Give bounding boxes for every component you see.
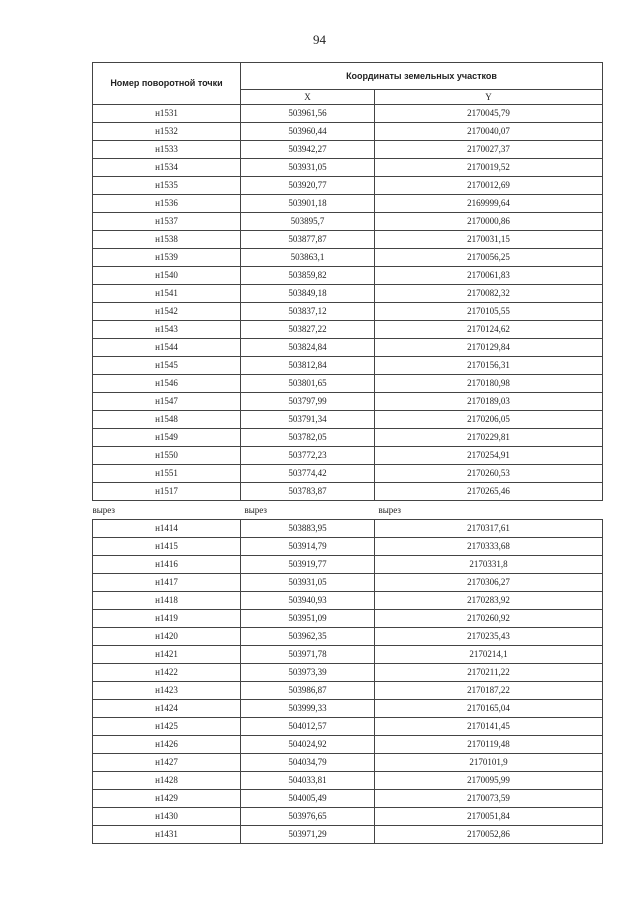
cell-point-name: н1429 bbox=[93, 790, 241, 808]
cell-point-name: н1422 bbox=[93, 664, 241, 682]
cell-x: 504024,92 bbox=[241, 736, 375, 754]
cell-y: 2170101,9 bbox=[375, 754, 603, 772]
cell-x: 503914,79 bbox=[241, 538, 375, 556]
cell-x: 503774,42 bbox=[241, 465, 375, 483]
cell-point-name: н1418 bbox=[93, 592, 241, 610]
table-row bbox=[93, 826, 603, 844]
cell-x: 503883,95 bbox=[241, 520, 375, 538]
cell-point-name: н1551 bbox=[93, 465, 241, 483]
cell-x: 503801,65 bbox=[241, 375, 375, 393]
cell-x: 504012,57 bbox=[241, 718, 375, 736]
cell-y: 2170214,1 bbox=[375, 646, 603, 664]
cell-point-name: н1541 bbox=[93, 285, 241, 303]
table-row bbox=[93, 393, 603, 411]
table-row bbox=[93, 177, 603, 195]
table-row bbox=[93, 628, 603, 646]
table-row bbox=[93, 736, 603, 754]
cell-point-name: н1544 bbox=[93, 339, 241, 357]
cell-point-name: н1421 bbox=[93, 646, 241, 664]
cell-x: 503961,56 bbox=[241, 105, 375, 123]
table-row bbox=[93, 285, 603, 303]
cell-x: 503827,22 bbox=[241, 321, 375, 339]
cell-x: 503931,05 bbox=[241, 574, 375, 592]
cell-point-name: н1414 bbox=[93, 520, 241, 538]
cell-y: 2170187,22 bbox=[375, 682, 603, 700]
cell-y: 2170129,84 bbox=[375, 339, 603, 357]
table-row bbox=[93, 646, 603, 664]
cell-point-name: н1548 bbox=[93, 411, 241, 429]
table-row bbox=[93, 592, 603, 610]
cell-x: 503960,44 bbox=[241, 123, 375, 141]
cell-y: 2170040,07 bbox=[375, 123, 603, 141]
table-row bbox=[93, 664, 603, 682]
table-row bbox=[93, 105, 603, 123]
cell-x: 503895,7 bbox=[241, 213, 375, 231]
coordinates-table bbox=[92, 62, 603, 844]
cell-y: 2170095,99 bbox=[375, 772, 603, 790]
cell-x: 504005,49 bbox=[241, 790, 375, 808]
cell-x: 503962,35 bbox=[241, 628, 375, 646]
header-x: X bbox=[241, 90, 375, 105]
cell-y: 2170027,37 bbox=[375, 141, 603, 159]
cell-x: 503931,05 bbox=[241, 159, 375, 177]
cell-x: 503920,77 bbox=[241, 177, 375, 195]
cell-x: 503971,78 bbox=[241, 646, 375, 664]
table-row bbox=[93, 520, 603, 538]
cell-point-name: н1550 bbox=[93, 447, 241, 465]
table-row bbox=[93, 159, 603, 177]
cell-y: 2170124,62 bbox=[375, 321, 603, 339]
cell-point-name: н1425 bbox=[93, 718, 241, 736]
cell-point-name: н1543 bbox=[93, 321, 241, 339]
cell-point-name: н1424 bbox=[93, 700, 241, 718]
section-1-body bbox=[93, 105, 603, 501]
cell-x: 504033,81 bbox=[241, 772, 375, 790]
cell-point-name: н1416 bbox=[93, 556, 241, 574]
cell-y: 2170012,69 bbox=[375, 177, 603, 195]
cell-x: 503940,93 bbox=[241, 592, 375, 610]
cell-point-name: н1536 bbox=[93, 195, 241, 213]
cell-x: 503782,05 bbox=[241, 429, 375, 447]
cell-y: 2169999,64 bbox=[375, 195, 603, 213]
cell-y: 2170141,45 bbox=[375, 718, 603, 736]
cell-point-name: н1517 bbox=[93, 483, 241, 501]
cut-label-name: вырез bbox=[92, 504, 115, 515]
table-row bbox=[93, 411, 603, 429]
cell-point-name: н1542 bbox=[93, 303, 241, 321]
cell-y: 2170045,79 bbox=[375, 105, 603, 123]
cell-point-name: н1532 bbox=[93, 123, 241, 141]
cell-point-name: н1531 bbox=[93, 105, 241, 123]
cell-x: 503971,29 bbox=[241, 826, 375, 844]
cell-point-name: н1428 bbox=[93, 772, 241, 790]
cell-y: 2170165,04 bbox=[375, 700, 603, 718]
cell-point-name: н1540 bbox=[93, 267, 241, 285]
cell-y: 2170254,91 bbox=[375, 447, 603, 465]
cell-point-name: н1547 bbox=[93, 393, 241, 411]
cell-y: 2170082,32 bbox=[375, 285, 603, 303]
cell-y: 2170051,84 bbox=[375, 808, 603, 826]
cut-separator bbox=[93, 501, 603, 520]
cell-x: 503797,99 bbox=[241, 393, 375, 411]
cell-point-name: н1545 bbox=[93, 357, 241, 375]
cell-x: 503849,18 bbox=[241, 285, 375, 303]
cell-point-name: н1539 bbox=[93, 249, 241, 267]
cell-y: 2170156,31 bbox=[375, 357, 603, 375]
cell-y: 2170283,92 bbox=[375, 592, 603, 610]
table-row bbox=[93, 538, 603, 556]
cell-point-name: н1420 bbox=[93, 628, 241, 646]
cell-point-name: н1537 bbox=[93, 213, 241, 231]
cut-label-y: вырез bbox=[378, 504, 401, 515]
cell-x: 503863,1 bbox=[241, 249, 375, 267]
cell-y: 2170180,98 bbox=[375, 375, 603, 393]
cell-y: 2170306,27 bbox=[375, 574, 603, 592]
cell-y: 2170000,86 bbox=[375, 213, 603, 231]
table-row bbox=[93, 772, 603, 790]
cell-x: 503986,87 bbox=[241, 682, 375, 700]
table-row bbox=[93, 808, 603, 826]
cell-point-name: н1549 bbox=[93, 429, 241, 447]
cut-row bbox=[93, 501, 603, 520]
cell-x: 503812,84 bbox=[241, 357, 375, 375]
cell-x: 503791,34 bbox=[241, 411, 375, 429]
cell-y: 2170031,15 bbox=[375, 231, 603, 249]
cell-point-name: н1534 bbox=[93, 159, 241, 177]
cut-label-x: вырез bbox=[244, 504, 267, 515]
table-row bbox=[93, 574, 603, 592]
cell-y: 2170189,03 bbox=[375, 393, 603, 411]
cell-x: 503999,33 bbox=[241, 700, 375, 718]
cell-x: 503877,87 bbox=[241, 231, 375, 249]
cell-y: 2170229,81 bbox=[375, 429, 603, 447]
cell-y: 2170331,8 bbox=[375, 556, 603, 574]
cell-y: 2170317,61 bbox=[375, 520, 603, 538]
page-number: 94 bbox=[313, 32, 326, 47]
cell-point-name: н1431 bbox=[93, 826, 241, 844]
table-row bbox=[93, 213, 603, 231]
cell-point-name: н1427 bbox=[93, 754, 241, 772]
cell-point-name: н1546 bbox=[93, 375, 241, 393]
header-point-name: Номер поворотной точки bbox=[93, 63, 241, 105]
table-row bbox=[93, 267, 603, 285]
table-row bbox=[93, 556, 603, 574]
cell-point-name: н1423 bbox=[93, 682, 241, 700]
cell-x: 504034,79 bbox=[241, 754, 375, 772]
table-row bbox=[93, 483, 603, 501]
cell-x: 503976,65 bbox=[241, 808, 375, 826]
section-2-body bbox=[93, 520, 603, 844]
table-row bbox=[93, 303, 603, 321]
cell-point-name: н1533 bbox=[93, 141, 241, 159]
cell-y: 2170105,55 bbox=[375, 303, 603, 321]
cell-x: 503951,09 bbox=[241, 610, 375, 628]
cell-x: 503824,84 bbox=[241, 339, 375, 357]
table-row bbox=[93, 465, 603, 483]
cell-x: 503859,82 bbox=[241, 267, 375, 285]
table-row bbox=[93, 718, 603, 736]
cell-y: 2170265,46 bbox=[375, 483, 603, 501]
cell-x: 503973,39 bbox=[241, 664, 375, 682]
cell-point-name: н1430 bbox=[93, 808, 241, 826]
cell-x: 503901,18 bbox=[241, 195, 375, 213]
table-row bbox=[93, 700, 603, 718]
cell-y: 2170019,52 bbox=[375, 159, 603, 177]
cell-point-name: н1426 bbox=[93, 736, 241, 754]
cell-point-name: н1417 bbox=[93, 574, 241, 592]
header-y: Y bbox=[375, 90, 603, 105]
table-row bbox=[93, 141, 603, 159]
table-row bbox=[93, 357, 603, 375]
cell-point-name: н1415 bbox=[93, 538, 241, 556]
cell-y: 2170211,22 bbox=[375, 664, 603, 682]
table-row bbox=[93, 790, 603, 808]
table-row bbox=[93, 682, 603, 700]
cell-y: 2170052,86 bbox=[375, 826, 603, 844]
cell-y: 2170056,25 bbox=[375, 249, 603, 267]
cell-point-name: н1535 bbox=[93, 177, 241, 195]
cell-point-name: н1538 bbox=[93, 231, 241, 249]
cell-y: 2170260,53 bbox=[375, 465, 603, 483]
cell-x: 503942,27 bbox=[241, 141, 375, 159]
cell-y: 2170260,92 bbox=[375, 610, 603, 628]
table-row bbox=[93, 447, 603, 465]
cell-y: 2170061,83 bbox=[375, 267, 603, 285]
cell-y: 2170235,43 bbox=[375, 628, 603, 646]
table-row bbox=[93, 610, 603, 628]
table-row bbox=[93, 339, 603, 357]
table-row bbox=[93, 321, 603, 339]
cell-y: 2170073,59 bbox=[375, 790, 603, 808]
cell-y: 2170333,68 bbox=[375, 538, 603, 556]
table-row bbox=[93, 375, 603, 393]
table-row bbox=[93, 429, 603, 447]
cell-x: 503783,87 bbox=[241, 483, 375, 501]
cell-x: 503837,12 bbox=[241, 303, 375, 321]
table-row bbox=[93, 231, 603, 249]
header-coords-title: Координаты земельных участков bbox=[241, 63, 603, 90]
cell-x: 503772,23 bbox=[241, 447, 375, 465]
cell-y: 2170206,05 bbox=[375, 411, 603, 429]
table-row bbox=[93, 754, 603, 772]
cell-y: 2170119,48 bbox=[375, 736, 603, 754]
table-row bbox=[93, 123, 603, 141]
cell-point-name: н1419 bbox=[93, 610, 241, 628]
table-row bbox=[93, 195, 603, 213]
cell-x: 503919,77 bbox=[241, 556, 375, 574]
table-row bbox=[93, 249, 603, 267]
